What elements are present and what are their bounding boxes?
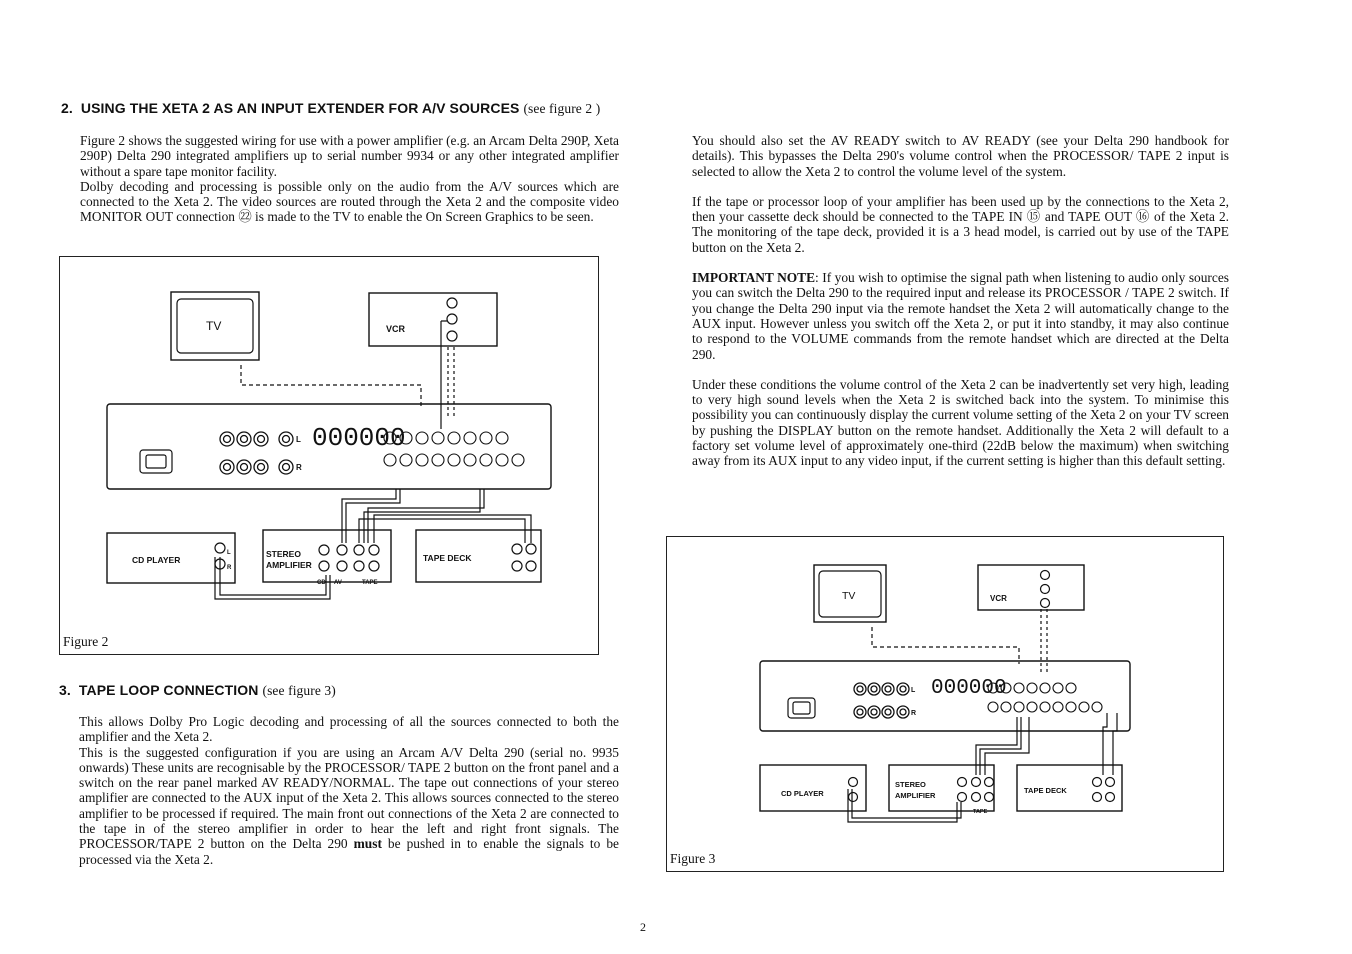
socket-row-top (220, 432, 293, 474)
section-2-title: USING THE XETA 2 AS AN INPUT EXTENDER FOR A/V SOURCES (80, 100, 520, 116)
tape-cable (1103, 713, 1107, 775)
important-note-paragraph (692, 270, 1229, 362)
figure-3-diagram (667, 537, 1223, 871)
cd-player-label: CD PLAYER (781, 789, 824, 798)
vcr-box (369, 293, 497, 346)
important-note-text: : If you wish to optimise the signal path when listening to audio only sources you can switch the Delta 290 to the required input and release its PROCESSOR / TAPE 2 switch. If you change the Delta 290 input via the remote handset the Xeta 2 will automatically change to the AUX input. However unless you switch off the Xeta 2, or put it into standby, it may also continue to respond to the VOLUME commands from the remote handset which are directed at the Delta 290. (692, 270, 1229, 362)
video-monitor-cable (241, 365, 421, 407)
av-ready-paragraph: You should also set the AV READY switch to AV READY (see your Delta 290 handbook for details). This bypasses the Delta 290's volume control when the PROCESSOR/ TAPE 2 input is selected to allow the Xeta 2 to control the volume level of the system. (692, 133, 1229, 179)
section-3-number: 3. (59, 682, 71, 698)
amplifier-label-line2: AMPLIFIER (895, 791, 936, 800)
important-note-label: IMPORTANT NOTE (692, 270, 816, 286)
section-2-number: 2. (61, 100, 73, 116)
figure-3 (666, 536, 1224, 872)
section-2-body (80, 133, 619, 225)
figure-2-diagram (60, 257, 598, 654)
section-2-paragraph: Dolby decoding and processing is possible only on the audio from the A/V sources which are connected to the Xeta 2. The video sources are routed through the Xeta 2 and the composite video MONITOR OUT connection ㉒ is made to the TV to enable the On Screen Graphics to be seen. (80, 178, 619, 225)
figure-2-caption: Figure 2 (63, 634, 109, 649)
cd-player-box (760, 765, 866, 811)
section-3-paragraph: This allows Dolby Pro Logic decoding and processing of all the sources connected to both the amplifier and the Xeta 2. (79, 714, 619, 745)
vcr-label: VCR (386, 324, 406, 334)
display-digits: 000000 (931, 677, 1007, 700)
section-3-heading (59, 682, 619, 699)
tv-label: TV (842, 590, 856, 602)
amplifier-label-line2: AMPLIFIER (266, 560, 312, 570)
tape-deck-label: TAPE DECK (423, 553, 472, 563)
figure-3-caption: Figure 3 (670, 851, 716, 866)
display-digits: 000000 (312, 423, 406, 453)
tape-cable (359, 519, 525, 543)
vcr-box (978, 565, 1084, 610)
amplifier-label-line1: STEREO (266, 549, 301, 559)
amp-to-xeta-cable (976, 717, 1017, 775)
right-column (692, 133, 1229, 469)
amp-cd-input: CD (317, 580, 326, 586)
section-3-see: (see figure 3) (262, 683, 336, 698)
tv-label: TV (206, 319, 222, 333)
section-3-paragraph-tail: be pushed in to enable the signals to be processed via the Xeta 2. (79, 836, 620, 867)
section-3-body (79, 714, 619, 867)
mains-inlet (140, 450, 172, 473)
av-cable (342, 489, 396, 543)
mains-inlet (788, 698, 815, 718)
section-2-see: (see figure 2 ) (523, 101, 601, 116)
xeta-l: L (911, 687, 916, 694)
amp-tape-input: TAPE (973, 809, 988, 815)
cd-r: R (227, 565, 232, 571)
volume-paragraph: Under these conditions the volume control of the Xeta 2 can be inadvertently set very high, leading to very high sound levels when the Xeta 2 is switched back into the system. To minimise this possibility you can continuously display the current volume setting of the Xeta 2 on your TV screen by pushing the DISPLAY button on the remote handset. Additionally the Xeta 2 will default to a factory set volume level of approximately one-third (22dB below the maximum) when switching away from its AUX input to any video input, if the current setting is higher than this default setting. (692, 376, 1229, 469)
must-emphasis: must (353, 836, 382, 852)
xeta-l: L (296, 435, 301, 444)
xeta-r: R (296, 463, 302, 472)
socket-row-left (854, 683, 909, 718)
section-3-title: TAPE LOOP CONNECTION (78, 682, 259, 698)
section-3-paragraph-text: This is the suggested configuration if you are using an Arcam A/V Delta 290 (serial no. 9935 onwards) These units are recognisable by the PROCESSOR/ TAPE 2 button on the front panel and a switch on the rear panel marked AV READY/NORMAL. The tape out connections of your stereo amplifier are connected to the AUX input of the Xeta 2. This allows sources connected to the stereo amplifier to be processed if required. The main front out connections of the Xeta 2 are connected to the tape in of the stereo amplifier in order to hear the left and right front signals. The PROCESSOR/TAPE 2 button on the Delta 290 (79, 744, 619, 852)
amp-av-input: AV (334, 580, 342, 586)
figure-2 (59, 256, 599, 655)
amplifier-label-line1: STEREO (895, 780, 926, 789)
xeta-r: R (911, 710, 917, 717)
cd-l: L (227, 550, 231, 556)
page-number: 2 (640, 920, 646, 934)
section-2-heading (61, 100, 621, 117)
amp-tape-input: TAPE (362, 580, 378, 586)
video-monitor-cable (872, 627, 1019, 664)
vcr-label: VCR (990, 594, 1007, 603)
section-2-paragraph: Figure 2 shows the suggested wiring for use with a power amplifier (e.g. an Arcam Delta 290P, Xeta 290P) Delta 290 integrated amplifiers up to serial number 9934 or any other integrated amplifier without a spare tape monitor facility. (80, 133, 619, 179)
tape-deck-label: TAPE DECK (1024, 786, 1067, 795)
section-3-paragraph-2 (79, 745, 619, 867)
cd-player-label: CD PLAYER (132, 555, 181, 565)
tape-loop-paragraph: If the tape or processor loop of your amplifier has been used up by the connections to the Xeta 2, then your cassette deck should be connected to the TAPE IN ⑮ and TAPE OUT ⑯ of the Xeta 2. The monitoring of the tape deck, provided it is a 3 head model, is carried out by use of the TAPE button on the Xeta 2. (692, 193, 1229, 255)
